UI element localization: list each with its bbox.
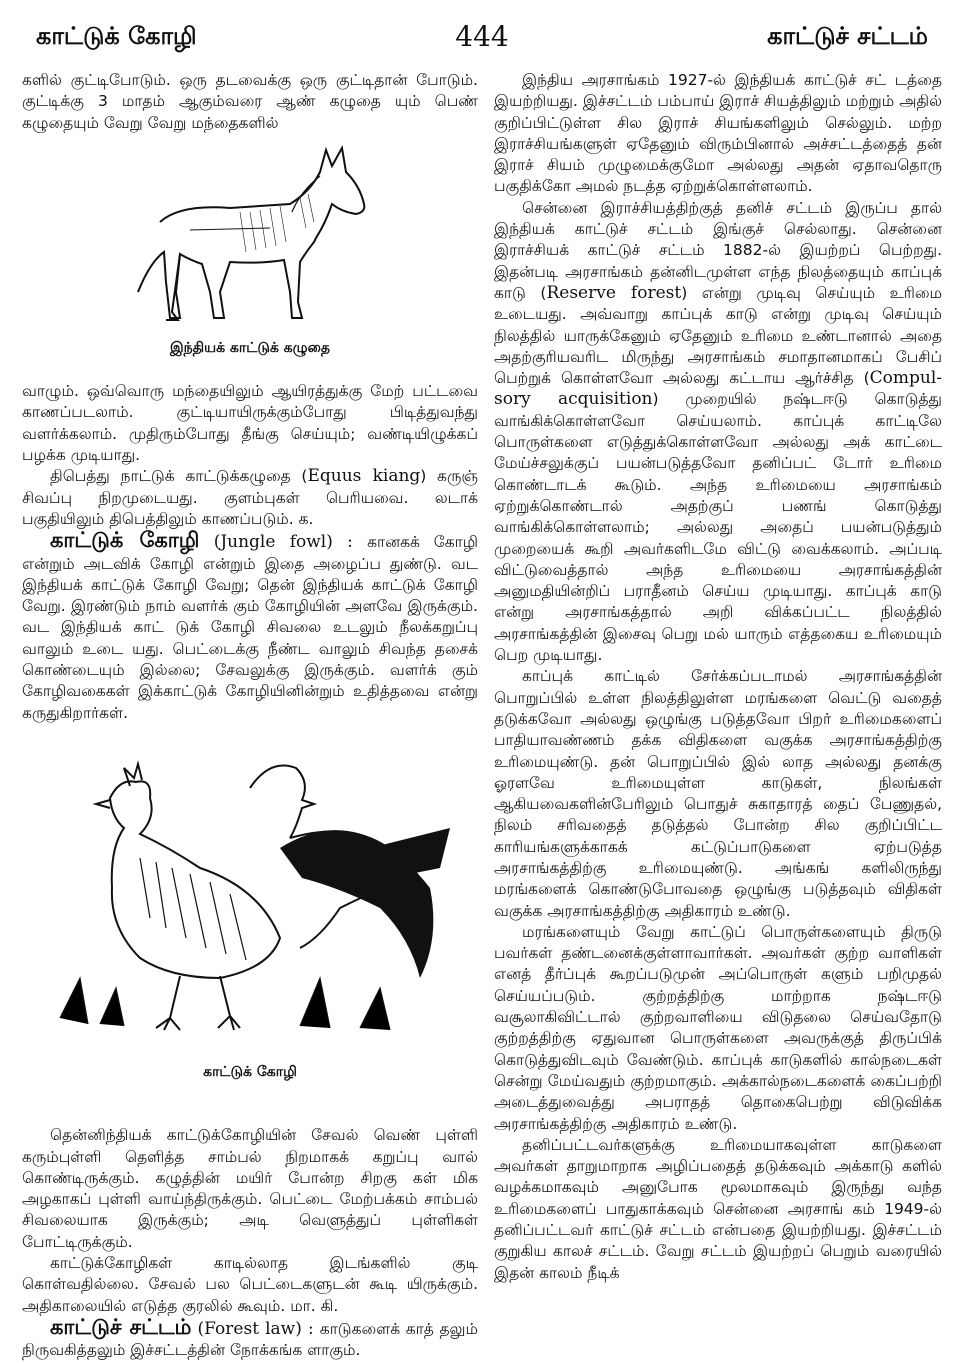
paragraph: காட்டுக்கோழிகள் காடில்லாத இடங்களில் குடி கொள்வதில்லை. சேவல் பல பெட்டைகளுடன் கூடி யிருக்கும். அதிகாலையில் எடுத்த குரலில் கூவும். மா. கி. (22, 1254, 478, 1315)
latin-name: Equus kiang (307, 466, 421, 487)
figure-caption: இந்தியக் காட்டுக் கழுதை (170, 339, 330, 356)
fowl-figure (22, 738, 478, 1083)
latin-term: Compul- sory acquisition (494, 368, 942, 410)
entry-headword: காட்டுக் கோழி (50, 528, 200, 553)
latin-term: Reserve forest (546, 282, 682, 303)
paragraph: தென்னிந்தியக் காட்டுக்கோழியின் சேவல் வெண் புள்ளி கரும்புள்ளி தெளித்த சாம்பல் நிறமாகக் கறுப்பு வால் கொண்டிருக்கும். கழுத்தின் மயிர் போன்ற சிறகு கள் மிக அழகாகப் புள்ளி வாய்ந்திருக்கும். பெட்டை மேற்பக்கம் சாம்பல் சிவலையாக இருக்கும்; அடி வெளுத்துப் புள்ளிகள் போட்டிருக்கும். (22, 1126, 478, 1251)
page-number: 444 (455, 20, 509, 53)
paragraph: இந்திய அரசாங்கம் 1927-ல் இந்தியக் காட்டுச் சட் டத்தை இயற்றியது. இச்சட்டம் பம்பாய் இராச் சியத்திலும் மற்றும் அதில் குறிப்பிட்டுள்ள சில இராச் சியங்களிலும் செல்லும். மற்ற இராச்சியங்களுள் ஏதேனும் விரும்பினால் அச்சட்டத்தைத் தன் இராச் சியம் முழுமைக்குமோ அல்லது அதன் ஏதாவதொரு பகுதிக்கோ அமல் நடத்த ஏற்றுக்கொள்ளலாம். (494, 71, 942, 196)
paragraph: திபெத்து நாட்டுக் காட்டுக்கழுதை (Equus kiang) கருஞ் சிவப்பு நிறமுடையது. குளம்புகள் பெரியவை. லடாக் பகுதியிலும் திபெத்திலும் காணப்படும். க. (22, 466, 478, 528)
running-head-left: காட்டுக் கோழி (36, 22, 197, 50)
paragraph: வாழும். ஒவ்வொரு மந்தையிலும் ஆயிரத்துக்கு மேற் பட்டவை காணப்படலாம். குட்டியாயிருக்கும்போது பிடித்துவந்து வளர்க்கலாம். முதிரும்போது தீங்கு செய்யும்; வண்டியிழுக்கப் பழக்க முடியாது. (22, 382, 478, 465)
figure-caption: காட்டுக் கோழி (203, 1063, 297, 1080)
paragraph: காப்புக் காட்டில் சேர்க்கப்படாமல் அரசாங்கத்தின் பொறுப்பில் உள்ள நிலத்திலுள்ள மரங்களை வெட்டு வதைத் தடுக்கவோ அல்லது ஒழுங்கு படுத்தவோ பிறர் உரிமைகளைப் பாதியாவண்ணம் தக்க விதிகளை வகுக்க அரசாங்கத்திற்கு உரிமையுண்டு. தன் பொறுப்பில் இல் லாத அல்லது தனக்கு ஓரளவே உரிமையுள்ள காடுகள், நிலங்கள் ஆகியவைகளின்பேரிலும் பொதுச் சுகாதாரத் தைப் பேணுதல், நிலம் சரிவதைத் தடுத்தல் போன்ற சில குறிப்பிட்ட காரியங்களுக்காகக் கட்டுப்பாடுகளை ஏற்படுத்த அரசாங்கத்திற்கு உரிமையுண்டு. அங்கங் களிலிருந்து மரங்களைக் கொண்டுபோவதை ஒழுங்கு படுத்தவும் விதிகள் வகுக்க அரசாங்கத்திற்கு அதிகாரம் உண்டு. (494, 667, 942, 920)
paragraph: தனிப்பட்டவர்களுக்கு உரிமையாகவுள்ள காடுகளை அவர்கள் தாறுமாறாக அழிப்பதைத் தடுக்கவும் அக்காடு களில் வழக்கமாகவும் அனுபோக மூலமாகவும் இருந்து வந்த உரிமைகளைப் பாதுகாக்கவும் சென்னை அரசாங் கம் 1949-ல் தனிப்பட்டவர் காட்டுச் சட்டம் என்பதை இயற்றியது. இச்சட்டம் குறுகிய காலச் சட்டம். வேறு சட்டம் இயற்றப் பெறும் வரையில் இதன் காலம் நீடிக் (494, 1135, 942, 1282)
left-column (22, 70, 478, 1362)
paragraph: களில் குட்டிபோடும். ஒரு தடவைக்கு ஒரு குட்டிதான் போடும். குட்டிக்கு 3 மாதம் ஆகும்வரை ஆண் கழுதை யும் பெண் கழுதையும் வேறு வேறு மந்தைகளில் (22, 71, 478, 132)
paragraph: மரங்களையும் வேறு காட்டுப் பொருள்களையும் திருடு பவர்கள் தண்டனைக்குள்ளாவார்கள். அவர்கள் குற்ற வாளிகள் எனத் தீர்ப்புக் கூறப்படுமுன் அப்பொருள் களும் பறிமுதல் செய்யப்படும். குற்றத்திற்கு மாற்றாக நஷ்டஈடு வசூலாகிவிட்டால் குற்றவாளியை விடுதலை செய்வதோடு குற்றத்திற்கு ஏதுவான பொருள்களை அவருக்குத் திருப்பிக் கொடுத்துவிடவும் வேண்டும். காப்புக் காடுகளில் கால்நடைகள் சென்று மேய்வதும் குற்றமாகும். அக்கால்நடைகளைக் கைப்பற்றி அடைத்துவைத்து அபராதத் தொகைபெற்று விடுவிக்க அரசாங்கத்திற்கு அதிகாரம் உண்டு. (494, 922, 942, 1133)
page-header (0, 0, 964, 58)
entry-forest-law: காட்டுச் சட்டம் (Forest law) : காடுகளைக் காத் தலும் நிருவகித்தலும் இச்சட்டத்தின் நோக்கங்க ளாகும். (22, 1314, 478, 1360)
entry-headword: காட்டுச் சட்டம் (50, 1314, 192, 1339)
paragraph: சென்னை இராச்சியத்திற்குத் தனிச் சட்டம் இருப்ப தால் இந்தியக் காட்டுச் சட்டம் இங்குச் செல்லாது. சென்னை இராச்சியக் காட்டுச் சட்டம் 1882-ல் இயற்றப் பெற்றது. இதன்படி அரசாங்கம் தன்னிடமுள்ள எந்த நிலத்தையும் காப்புக் காடு (Reserve forest) என்று முடிவு செய்யும் உரிமை உடையது. அவ்வாறு காப்புக் காடு என்று முடிவு செய்யும் நிலத்தில் யாருக்கேனும் ஏதேனும் உரிமை உண்டானால் அதை அதற்குரியவரிட மிருந்து அரசாங்கம் சமாதானமாகப் பேசிப் பெற்றுக் கொள்ளவோ அல்லது கட்டாய ஆர்ச்சித (Compul- sory acquisition) முறையில் நஷ்டஈடு கொடுத்து வாங்கிக்கொள்ளவோ செய்யலாம். காப்புக் காட்டிலே பொருள்களை எடுத்துக்கொள்ளவோ அல்லது அக் காட்டை மேய்ச்சலுக்குப் பயன்படுத்தவோ தனிப்பட் டோர் உரிமை கொண்டாடக் கூடும். அந்த உரிமையை அரசாங்கம் ஏற்றுக்கொண்டால் அதற்குப் பணங் கொடுத்து வாங்கிக்கொள்ளலாம்; அல்லது அதைப் பயன்படுத்தும் முறையைக் கூறி அவர்களிடமே விட்டு வைக்கலாம். அப்படி விட்டுவைத்தால் அந்த உரிமையை அரசாங்கத்தின் அனுமதியின்றிப் பராதீனம் செய்ய முடியாது. காப்புக் காடு என்று அரசாங்கத்தால் அறி விக்கப்பட்ட நிலத்தில் அரசாங்கத்தின் இசைவு பெறு மல் யாரும் எத்தகைய உரிமையும் பெற முடியாது. (494, 198, 943, 665)
jungle-fowl-illustration (40, 738, 460, 1038)
entry-jungle-fowl: காட்டுக் கோழி (Jungle fowl) : கானகக் கோழி என்றும் அடவிக் கோழி என்றும் இதை அழைப்ப துண்டு. வட இந்தியக் காட்டுக் கோழி வேறு; தென் இந்தியக் காட்டுக் கோழி வேறு. இரண்டும் நாம் வளர்க் கும் கோழியின் அளவே இருக்கும். வட இந்தியக் காட் டுக் கோழி சிவலை உடலும் நீலக்கறுப்பு வாலும் உடை யது. பெட்டைக்கு நீண்ட வாலும் சிவந்த தசைக் கொண்டையும் இல்லை; சேவலுக்கு இருக்கும். வளர்க் கும் கோழிவகைகள் இக்காட்டுக் கோழியினின்றும் உதித்தவை என்று கருதுகிறார்கள். (22, 528, 479, 722)
right-column (494, 70, 942, 1284)
running-head-right: காட்டுச் சட்டம் (767, 22, 928, 50)
wild-ass-illustration (120, 142, 380, 332)
donkey-figure (22, 142, 478, 359)
